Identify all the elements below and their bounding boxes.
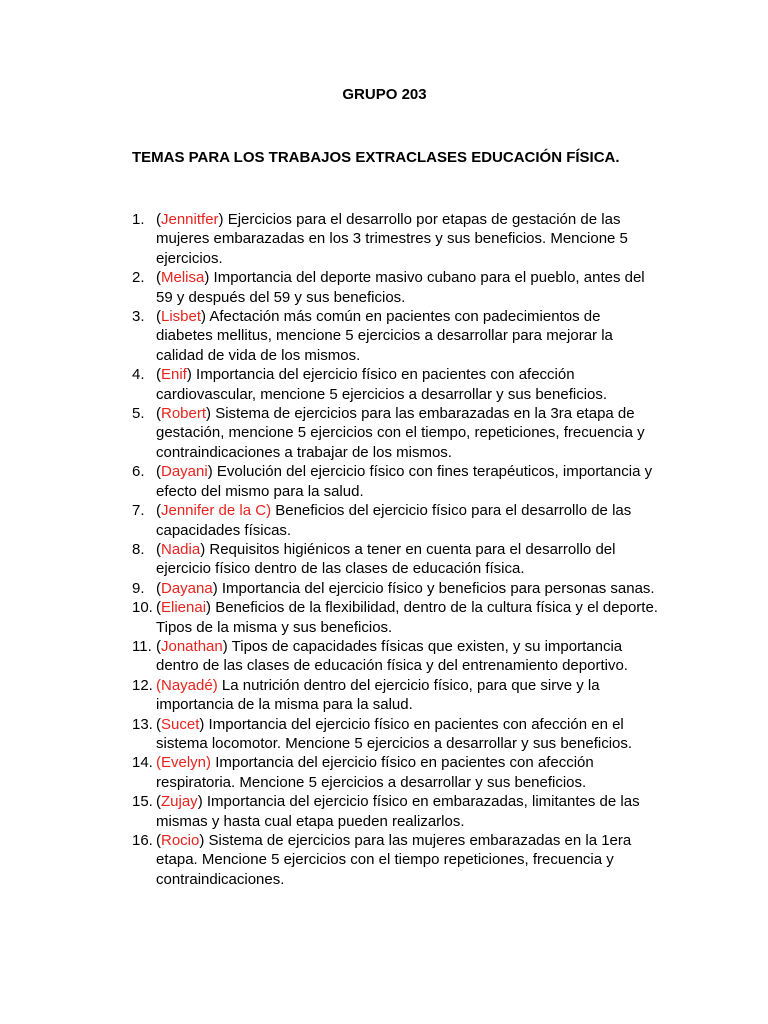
list-item-text: (Enif) Importancia del ejercicio físico en pacientes con afección cardiovascular, mencione 5 ejercicios a desarrollar y sus beneficios. xyxy=(156,366,608,403)
student-name: Zujay xyxy=(161,793,198,811)
group-title: GRUPO 203 xyxy=(342,86,427,103)
list-item xyxy=(132,715,660,754)
list-item-text: (Sucet) Importancia del ejercicio físico en pacientes con afección en el sistema locomotor. Mencione 5 ejercicios a desarrollar y sus beneficios. xyxy=(156,715,633,752)
student-name: Enif xyxy=(161,366,187,384)
list-item-number: 9. xyxy=(132,579,145,597)
topic-description: Afectación más común en pacientes con padecimientos de diabetes mellitus, mencione 5 ejercicios a desarrollar para mejorar la calidad de vida de los mismos. xyxy=(156,308,613,364)
list-item-number: 12. xyxy=(132,676,153,694)
topic-description: Importancia del ejercicio físico en embarazadas, limitantes de las mismas y hasta cual etapa pueden realizarlos. xyxy=(156,793,640,830)
list-item-text: (Jonathan) Tipos de capacidades físicas que existen, y su importancia dentro de las clases de educación física y del entrenamiento deportivo. xyxy=(156,637,628,675)
student-name: Elienai xyxy=(161,599,207,617)
list-item xyxy=(132,540,660,579)
student-name: Rocio xyxy=(161,832,200,849)
student-name: Sucet xyxy=(161,715,200,733)
topic-list xyxy=(132,210,660,889)
topic-description: Evolución del ejercicio físico con fines terapéuticos, importancia y efecto del mismo para la salud. xyxy=(156,463,653,500)
list-item-text: (Dayana) Importancia del ejercicio físico y beneficios para personas sanas. xyxy=(156,579,655,597)
list-item xyxy=(132,462,660,501)
list-item-number: 15. xyxy=(132,793,153,811)
list-item xyxy=(132,676,660,715)
list-item-number: 13. xyxy=(132,715,153,733)
topic-description: Ejercicios para el desarrollo por etapas de gestación de las mujeres embarazadas en los 3 trimestres y sus beneficios. Mencione 5 ejercicios. xyxy=(156,211,628,267)
list-item-number: 8. xyxy=(132,540,145,558)
student-name: Robert xyxy=(161,405,207,423)
topic-description: Importancia del ejercicio físico en pacientes con afección respiratoria. Mencione 5 ejercicios a desarrollar y sus beneficios. xyxy=(156,754,594,791)
list-item-text xyxy=(156,753,660,792)
list-item-number: 14. xyxy=(132,754,153,772)
list-item-number: 2. xyxy=(132,269,145,287)
topic-description: Importancia del deporte masivo cubano para el pueblo, antes del 59 y después del 59 y sus beneficios. xyxy=(156,269,645,306)
topic-description: Beneficios del ejercicio físico para el desarrollo de las capacidades físicas. xyxy=(156,502,632,539)
topic-description: Beneficios de la flexibilidad, dentro de la cultura física y el deporte. Tipos de la misma y sus beneficios. xyxy=(156,599,658,636)
list-item xyxy=(132,307,660,365)
list-item-text: (Jennifer de la C) Beneficios del ejercicio físico para el desarrollo de las capacidades físicas. xyxy=(156,502,632,539)
topic-description: Importancia del ejercicio físico en pacientes con afección cardiovascular, mencione 5 ejercicios a desarrollar y sus beneficios. xyxy=(156,366,608,403)
list-item xyxy=(132,210,660,268)
student-name: Nadia xyxy=(161,540,201,558)
student-name: Melisa xyxy=(161,269,205,287)
list-item xyxy=(132,365,660,404)
list-item-text: (Elienai) Beneficios de la flexibilidad, dentro de la cultura física y el deporte. Tipos de la misma y sus beneficios. xyxy=(156,599,658,636)
list-item-text: (Melisa) Importancia del deporte masivo cubano para el pueblo, antes del 59 y después del 59 y sus beneficios. xyxy=(156,269,645,306)
topic-description: Sistema de ejercicios para las embarazadas en la 3ra etapa de gestación, mencione 5 ejercicios con el tiempo, repeticiones, frecuencia y contraindicaciones a trabajar de los mismos. xyxy=(156,405,645,461)
student-name: Jennifer de la C) xyxy=(161,502,272,520)
topic-description: La nutrición dentro del ejercicio físico, para que sirve y la importancia de la misma para la salud. xyxy=(156,676,600,714)
list-item-text: (Rocio) Sistema de ejercicios para las mujeres embarazadas en la 1era etapa. Mencione 5 ejercicios con el tiempo repeticiones, frecuencia y contraindicaciones. xyxy=(156,832,632,888)
topic-description: Requisitos higiénicos a tener en cuenta para el desarrollo del ejercicio físico dentro de las clases de educación física. xyxy=(156,540,616,578)
list-item-number: 11. xyxy=(132,637,152,655)
list-item-number: 16. xyxy=(132,832,153,849)
student-name-text: Jennifer de la C xyxy=(161,502,267,520)
topic-description: Importancia del ejercicio físico en pacientes con afección en el sistema locomotor. Mencione 5 ejercicios a desarrollar y sus beneficios. xyxy=(156,715,633,752)
student-name-text: Nayadé xyxy=(161,676,213,694)
student-name: Dayani xyxy=(161,463,208,481)
list-item-text: (Nadia) Requisitos higiénicos a tener en cuenta para el desarrollo del ejercicio físico dentro de las clases de educación física. xyxy=(156,540,616,578)
list-item-number: 7. xyxy=(132,502,145,520)
list-item xyxy=(132,501,660,540)
list-item-number: 1. xyxy=(132,211,145,228)
list-item xyxy=(132,753,660,792)
list-item-number: 5. xyxy=(132,405,145,423)
page-title: TEMAS PARA LOS TRABAJOS EXTRACLASES EDUCACIÓN FÍSICA. xyxy=(132,149,620,166)
list-item-number: 3. xyxy=(132,308,145,326)
student-name: (Nayadé) xyxy=(156,676,218,694)
student-name-text: Evelyn xyxy=(161,754,207,772)
list-item xyxy=(132,831,660,889)
topic-description: Importancia del ejercicio físico y beneficios para personas sanas. xyxy=(217,579,655,597)
list-item xyxy=(132,579,660,598)
student-name: Jonathan xyxy=(161,637,223,655)
list-item-text: (Zujay) Importancia del ejercicio físico en embarazadas, limitantes de las mismas y hasta cual etapa pueden realizarlos. xyxy=(156,793,640,830)
list-item-text: (Dayani) Evolución del ejercicio físico con fines terapéuticos, importancia y efecto del mismo para la salud. xyxy=(156,463,653,500)
list-item-number: 10. xyxy=(132,599,153,617)
list-item xyxy=(132,404,660,462)
student-name: Lisbet xyxy=(161,308,202,326)
topic-description: Sistema de ejercicios para las mujeres embarazadas en la 1era etapa. Mencione 5 ejercicios con el tiempo repeticiones, frecuencia y contraindicaciones. xyxy=(156,832,632,888)
list-item-text: (Robert) Sistema de ejercicios para las embarazadas en la 3ra etapa de gestación, mencione 5 ejercicios con el tiempo, repeticiones, frecuencia y contraindicaciones a trabajar de los mismos. xyxy=(156,405,645,461)
list-item-text xyxy=(156,676,660,715)
list-item xyxy=(132,268,660,307)
list-item xyxy=(132,637,660,676)
list-item xyxy=(132,598,660,637)
topic-description: Tipos de capacidades físicas que existen, y su importancia dentro de las clases de educación física y del entrenamiento deportivo. xyxy=(156,637,628,675)
student-name: Jennitfer xyxy=(161,211,219,228)
list-item xyxy=(132,792,660,831)
list-item-number: 6. xyxy=(132,463,145,481)
list-item-text: (Jennitfer) Ejercicios para el desarrollo por etapas de gestación de las mujeres embarazadas en los 3 trimestres y sus beneficios. Mencione 5 ejercicios. xyxy=(156,211,628,267)
list-item-text: (Lisbet) Afectación más común en pacientes con padecimientos de diabetes mellitus, mencione 5 ejercicios a desarrollar para mejorar la calidad de vida de los mismos. xyxy=(156,308,613,364)
student-name: (Evelyn) xyxy=(156,754,212,772)
student-name: Dayana xyxy=(161,579,213,597)
list-item-number: 4. xyxy=(132,366,145,384)
